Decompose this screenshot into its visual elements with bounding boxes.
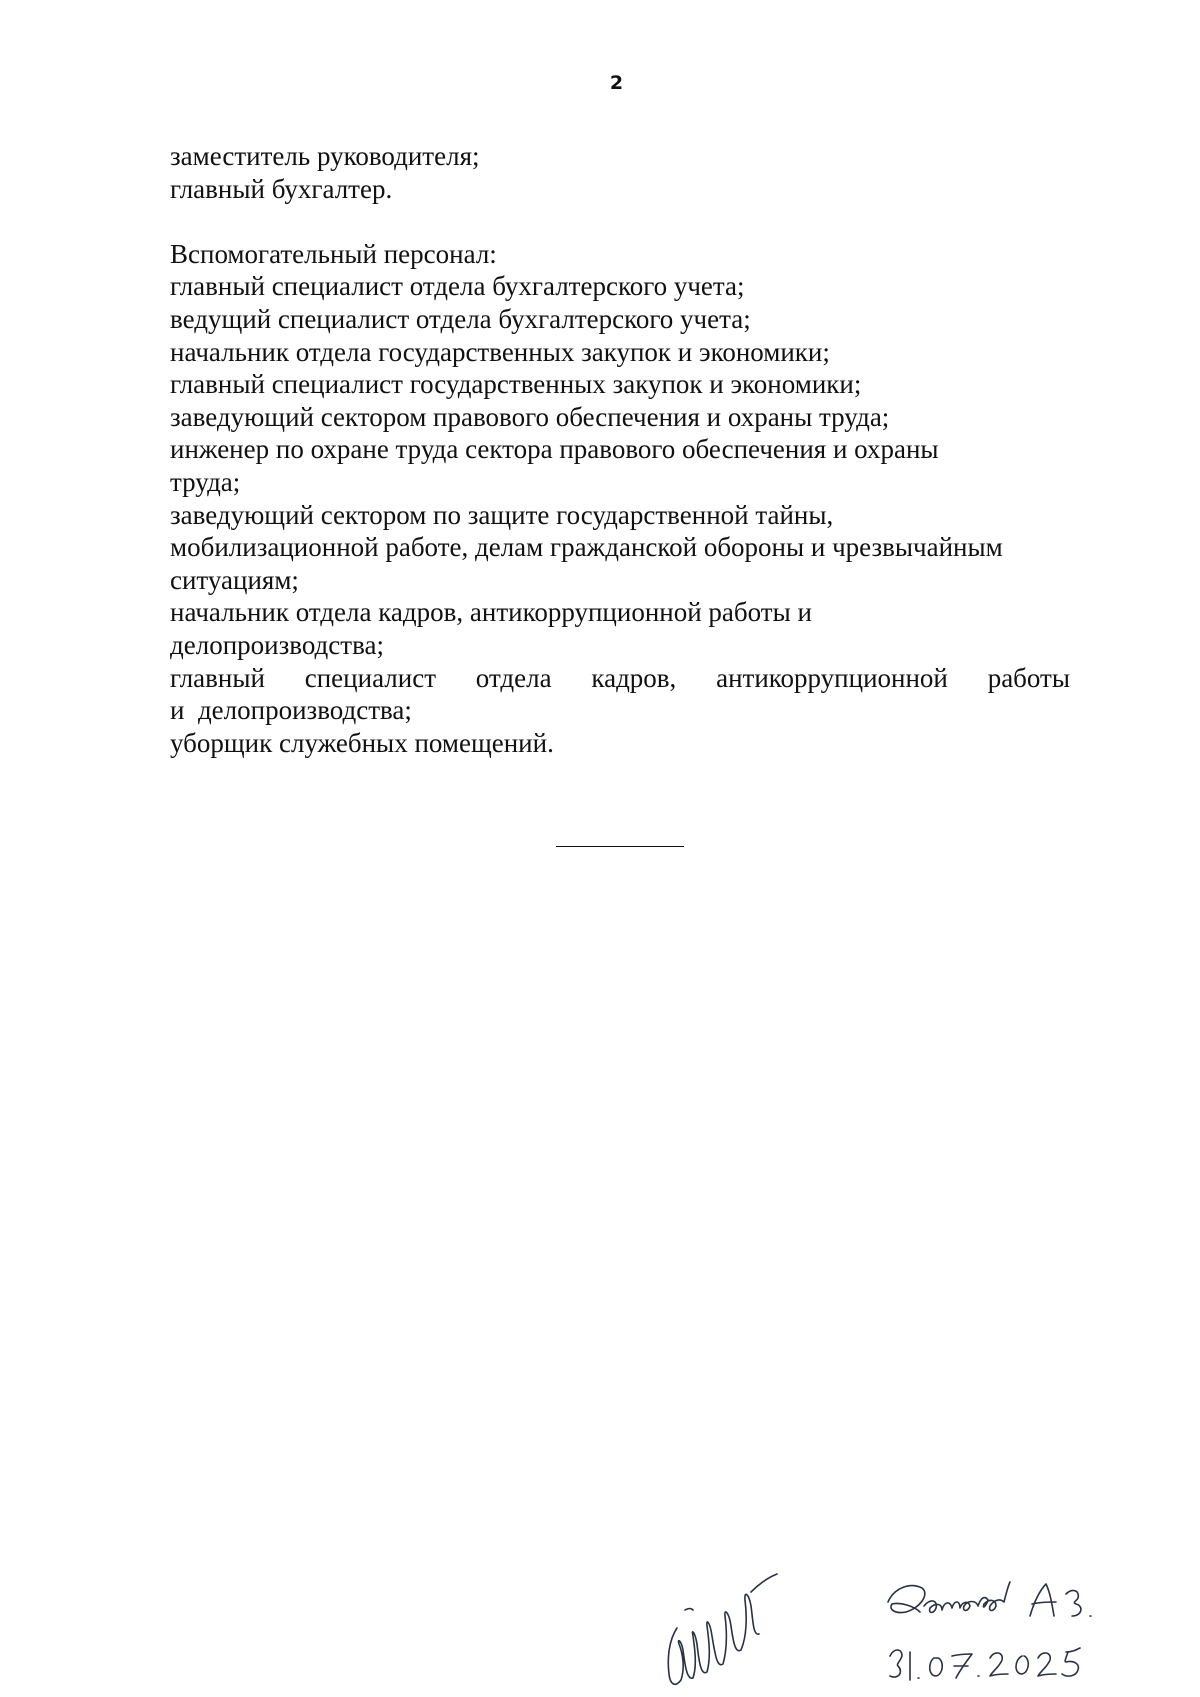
staff-list-item: труда;: [170, 466, 241, 497]
staff-list-item: ведущий специалист отдела бухгалтерского учета;: [170, 303, 751, 334]
word: кадров,: [591, 662, 677, 693]
end-of-document-rule: [556, 846, 684, 847]
staff-list-item: мобилизационной работе, делам гражданской обороны и чрезвычайным: [170, 532, 1003, 563]
staff-list-item: ситуациям;: [170, 564, 299, 595]
handwritten-signature: [655, 1570, 815, 1695]
staff-list-item: заведующий сектором правового обеспечения и охраны труда;: [170, 401, 890, 432]
staff-list-item: делопроизводства;: [170, 629, 384, 660]
word: специалист: [304, 662, 436, 693]
staff-list-item: главный специалист отдела бухгалтерского учета;: [170, 271, 745, 302]
word: главный: [170, 662, 265, 693]
section-heading: Вспомогательный персонал:: [170, 238, 497, 269]
position-line: заместитель руководителя;: [170, 141, 480, 171]
staff-list-item: главный специалист государственных закупок и экономики;: [170, 369, 862, 400]
staff-list-item: и делопроизводства;: [170, 695, 412, 726]
staff-list-item: инженер по охране труда сектора правового обеспечения и охраны: [170, 434, 939, 465]
staff-list-item: начальник отдела государственных закупок и экономики;: [170, 336, 830, 367]
handwritten-name-and-date: [880, 1572, 1120, 1692]
staff-list-item-justified: [170, 662, 1070, 695]
staff-list-item: заведующий сектором по защите государственной тайны,: [170, 499, 834, 530]
word: антикоррупционной: [716, 662, 948, 693]
word: работы: [987, 662, 1070, 693]
document-body: [170, 140, 1070, 759]
word: отдела: [475, 662, 552, 693]
paragraph-gap: [170, 205, 1070, 238]
staff-list-item: уборщик служебных помещений.: [170, 727, 554, 758]
position-line: главный бухгалтер.: [170, 173, 393, 204]
page-number: 2: [609, 72, 624, 94]
staff-list-item: начальник отдела кадров, антикоррупционной работы и: [170, 597, 812, 628]
